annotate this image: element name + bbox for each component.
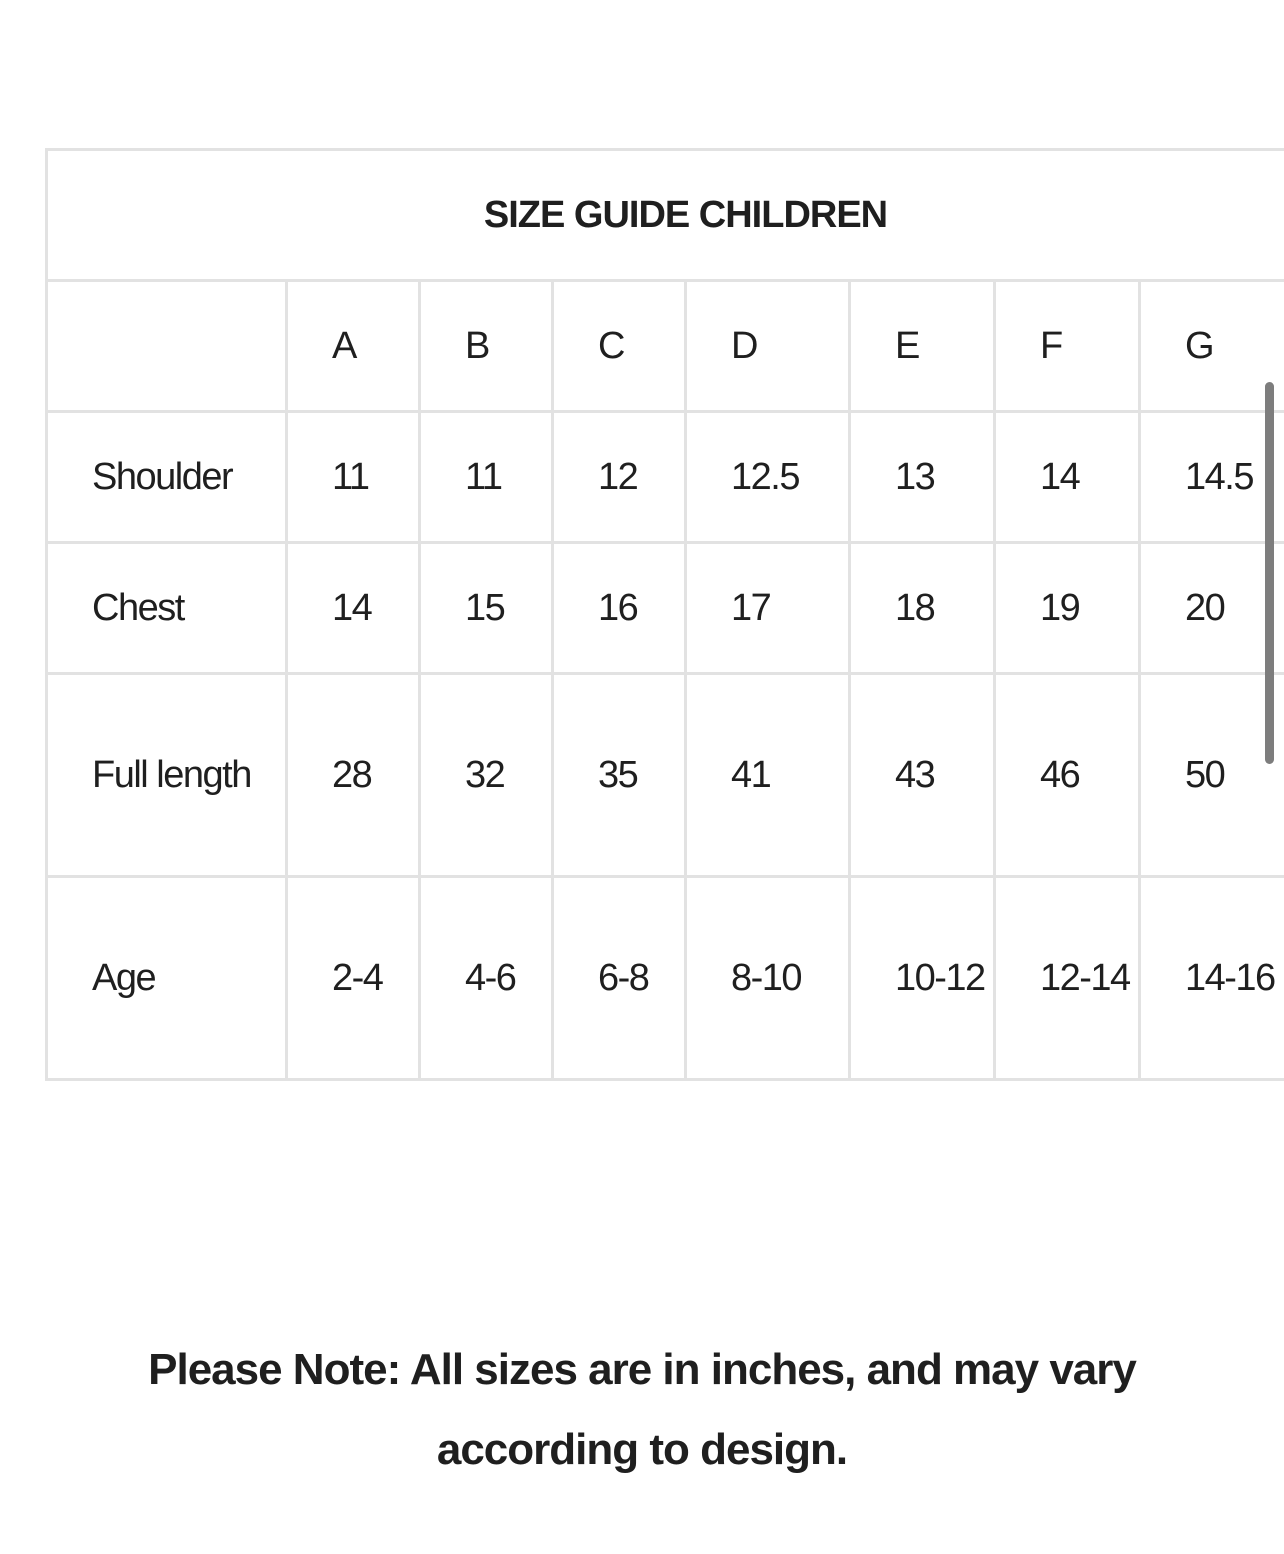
table-title: SIZE GUIDE CHILDREN [47,150,1284,281]
size-guide-table [45,148,1284,1081]
table-row-age [47,877,1284,1080]
row-label: Shoulder [47,412,287,543]
header-cell-g: G [1140,281,1284,412]
table-cell: 41 [686,674,850,877]
table-header-row [47,281,1284,412]
header-cell-e: E [850,281,995,412]
table-cell: 11 [420,412,553,543]
table-row-chest [47,543,1284,674]
table-row-full-length [47,674,1284,877]
size-guide-table-container[interactable] [45,148,1284,1098]
table-cell: 32 [420,674,553,877]
table-cell: 12 [553,412,686,543]
table-cell: 16 [553,543,686,674]
header-cell-d: D [686,281,850,412]
table-cell: 19 [995,543,1140,674]
table-cell: 50 [1140,674,1284,877]
table-cell: 12-14 [995,877,1140,1080]
table-cell: 14-16 [1140,877,1284,1080]
table-cell: 11 [287,412,420,543]
table-row-shoulder [47,412,1284,543]
table-cell: 4-6 [420,877,553,1080]
header-cell-a: A [287,281,420,412]
table-cell: 2-4 [287,877,420,1080]
table-cell: 43 [850,674,995,877]
table-cell: 12.5 [686,412,850,543]
table-cell: 13 [850,412,995,543]
table-cell: 6-8 [553,877,686,1080]
table-cell: 8-10 [686,877,850,1080]
row-label: Chest [47,543,287,674]
sizing-note: Please Note: All sizes are in inches, and may vary according to design. [148,1345,1136,1474]
table-cell: 14 [995,412,1140,543]
table-cell: 20 [1140,543,1284,674]
row-label: Age [47,877,287,1080]
row-label: Full length [47,674,287,877]
header-cell-c: C [553,281,686,412]
header-cell-f: F [995,281,1140,412]
vertical-scrollbar[interactable] [1265,382,1274,764]
table-cell: 10-12 [850,877,995,1080]
table-cell: 35 [553,674,686,877]
table-cell: 46 [995,674,1140,877]
header-cell-empty [47,281,287,412]
table-cell: 14 [287,543,420,674]
table-caption-row [47,150,1284,281]
table-cell: 28 [287,674,420,877]
table-cell: 15 [420,543,553,674]
table-cell: 14.5 [1140,412,1284,543]
table-cell: 18 [850,543,995,674]
table-cell: 17 [686,543,850,674]
header-cell-b: B [420,281,553,412]
